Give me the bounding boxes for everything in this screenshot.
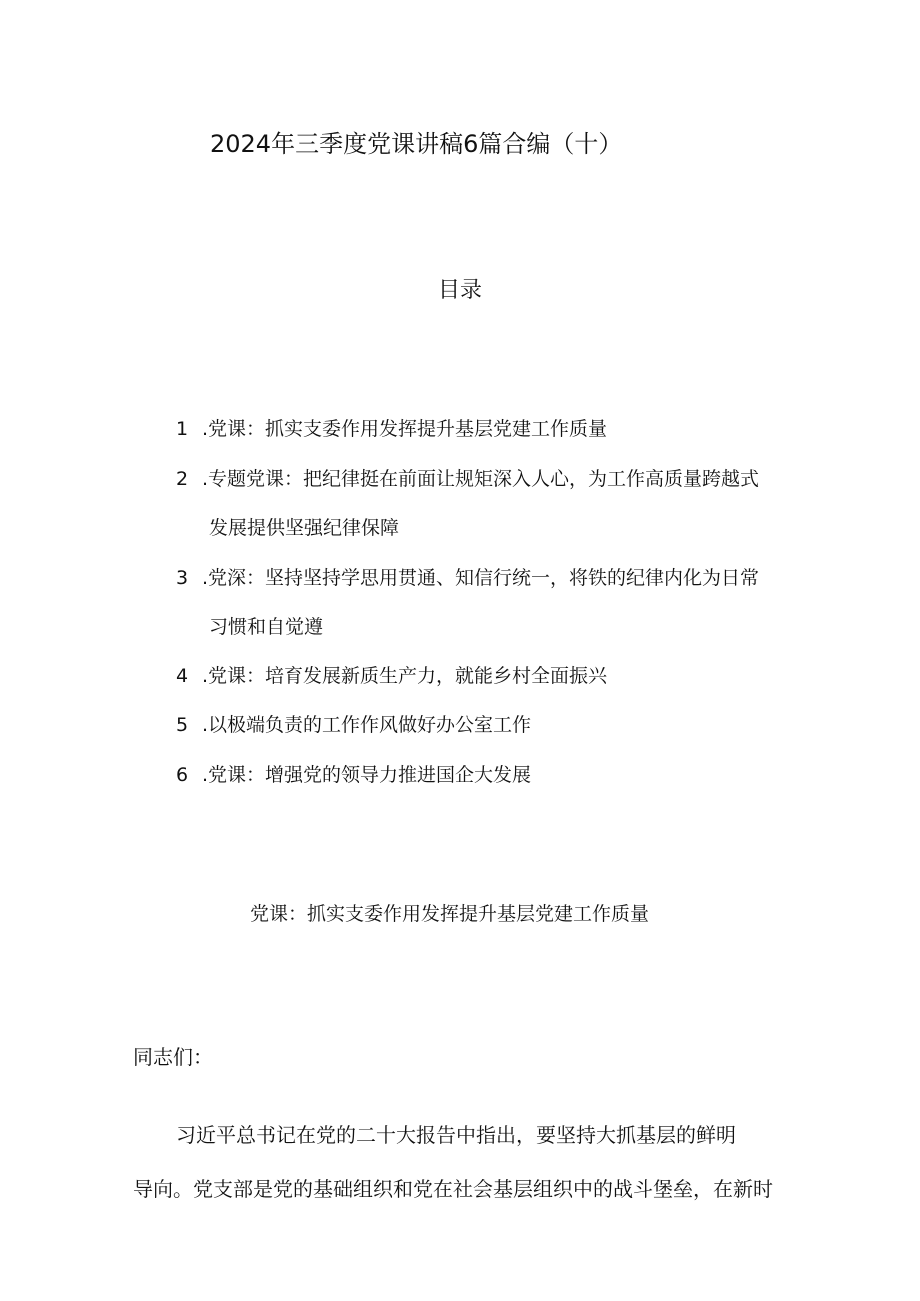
toc-item-1 <box>176 414 607 441</box>
toc-item-4 <box>176 661 607 688</box>
toc-item-3 <box>176 563 759 590</box>
toc-item-text: .党深：坚持坚持学思用贯通、知信行统一，将铁的纪律内化为日常 <box>202 567 760 589</box>
toc-item-5 <box>176 710 531 737</box>
toc-item-text: .以极端负责的工作作风做好办公室工作 <box>202 714 532 736</box>
toc-item-2-continuation: 发展提供坚强纪律保障 <box>209 517 400 539</box>
toc-item-text: .党课：培育发展新质生产力，就能乡村全面振兴 <box>202 665 608 687</box>
toc-heading: 目录 <box>437 278 482 303</box>
section-title: 党课：抓实支委作用发挥提升基层党建工作质量 <box>250 903 650 925</box>
toc-item-text: .专题党课：把纪律挺在前面让规矩深入人心，为工作高质量跨越式 <box>202 468 760 490</box>
toc-number: 2 <box>176 468 189 490</box>
toc-number: 4 <box>176 665 189 687</box>
toc-item-3-continuation: 习惯和自觉遵 <box>209 616 324 638</box>
toc-item-text: .党课：增强党的领导力推进国企大发展 <box>202 764 532 786</box>
salutation: 同志们： <box>133 1045 213 1069</box>
toc-item-2 <box>176 464 759 491</box>
toc-item-6 <box>176 760 531 787</box>
toc-number: 5 <box>176 714 189 736</box>
toc-item-text: .党课：抓实支委作用发挥提升基层党建工作质量 <box>202 418 608 440</box>
paragraph-line-2: 导向。党支部是党的基础组织和党在社会基层组织中的战斗堡垒，在新时 <box>133 1177 773 1201</box>
toc-number: 6 <box>176 764 189 786</box>
paragraph-line-1: 习近平总书记在党的二十大报告中指出，要坚持大抓基层的鲜明 <box>176 1123 736 1147</box>
toc-number: 1 <box>176 418 189 440</box>
toc-number: 3 <box>176 567 189 589</box>
document-title: 2024年三季度党课讲稿6篇合编（十） <box>210 130 623 158</box>
